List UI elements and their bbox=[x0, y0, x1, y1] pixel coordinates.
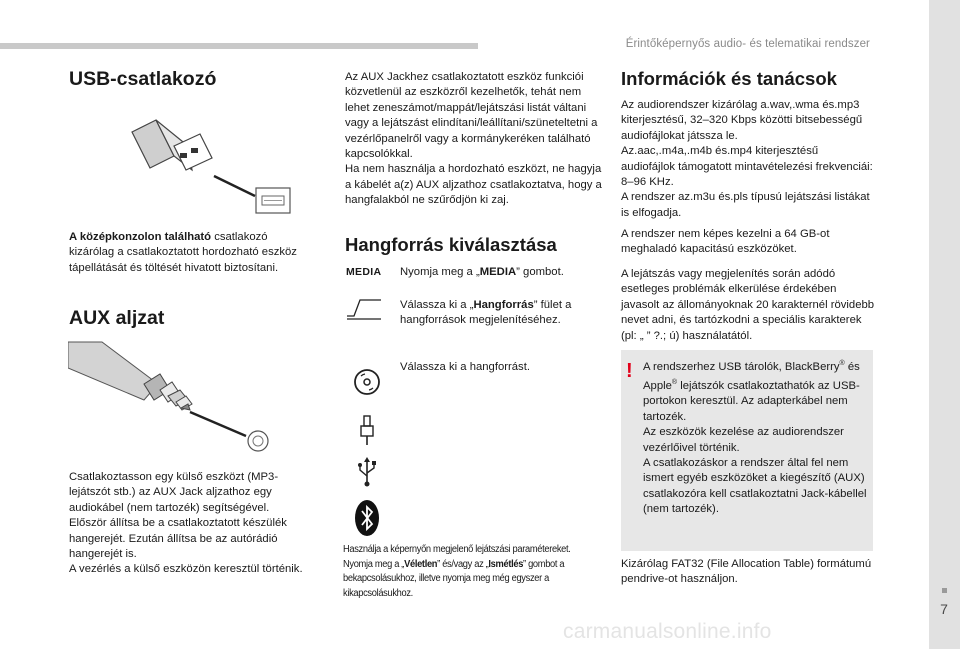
note-text: Használja a képernyőn megjelenő lejátszási paramétereket. Nyomja meg a „ bbox=[343, 544, 571, 570]
note-bold: Ismétlés bbox=[488, 558, 524, 570]
step-text: ” gombot. bbox=[516, 266, 564, 278]
info-section-title: Információk és tanácsok bbox=[621, 68, 837, 89]
warning-line: A csatlakozáskor a rendszer által fel nem ismert egyéb eszközöket a kiegészítő (AUX) csatlakozóra kell csatlakoztatni Jack-kábellel (nem tartozék). bbox=[643, 456, 867, 516]
aux-caption-line: Először állítsa be a csatlakoztatott készülék hangerejét. Ezután állítsa be az autórádió hangerejét is. bbox=[69, 517, 287, 561]
aux-intro-paragraph: Ha nem használja a hordozható eszközt, ne hagyja a kábelét a(z) AUX aljzathoz csatlakoztatva, hogy a hangfalakból ne szűrődjön ki zaj. bbox=[345, 163, 602, 207]
usb-caption bbox=[69, 230, 309, 276]
usb-icon bbox=[355, 456, 379, 488]
header-rule bbox=[0, 43, 478, 49]
step-bold: Hangforrás bbox=[473, 299, 534, 311]
usb-caption-text: csatlakozó kizárólag a csatlakoztatott hordozható eszköz tápellátását és töltését hivatott biztosítani. bbox=[69, 231, 297, 274]
source-step-select: Válassza ki a hangforrást. bbox=[400, 361, 530, 373]
aux-caption bbox=[69, 470, 309, 578]
page-side-tab bbox=[929, 0, 960, 649]
source-step-tab bbox=[400, 298, 600, 329]
warning-line: lejátszók csatlakoztathatók az USB-portokon keresztül. Az adapterkábel nem tartozék. bbox=[643, 379, 860, 423]
watermark: carmanualsonline.info bbox=[563, 620, 772, 643]
info-paragraph: A rendszer az.m3u és.pls típusú lejátszási listákat is elfogadja. bbox=[621, 191, 870, 219]
step-bold: MEDIA bbox=[479, 266, 517, 278]
playback-settings-note bbox=[343, 543, 587, 601]
warning-line: és Apple bbox=[643, 360, 860, 392]
info-fat32-text: Kizárólag FAT32 (File Allocation Table) formátumú pendrive-ot használjon. bbox=[621, 558, 872, 586]
registered-mark: ® bbox=[839, 360, 845, 367]
info-paragraph: Az audiorendszer kizárólag a.wav,.wma és.mp3 kiterjesztésű, 32–320 Kbps közötti bitsebességű audiofájlokat játssza le. bbox=[621, 99, 863, 142]
usb-section-title: USB-csatlakozó bbox=[69, 68, 217, 90]
aux-jack-illustration bbox=[68, 338, 273, 453]
registered-mark: ® bbox=[671, 379, 678, 387]
aux-section-title: AUX aljzat bbox=[69, 307, 165, 329]
aux-intro-paragraph: Az AUX Jackhez csatlakoztatott eszköz funkciói közvetlenül az eszközről kezelhetők, tehát nem lehet zeneszámot/mappát/lejátszási listát váltani vagy a lejátszást elindítani/leállítani/szüneteltetni a vezérlőpanelről vagy a kormánykeréken található kapcsolókkal. bbox=[345, 71, 598, 161]
warning-text bbox=[643, 356, 869, 518]
step-text: Nyomja meg a „ bbox=[400, 266, 480, 278]
page-marker bbox=[942, 588, 947, 593]
usb-caption-bold: A középkonzolon található bbox=[69, 231, 212, 243]
aux-caption-line: Csatlakoztasson egy külső eszközt (MP3-lejátszót stb.) az AUX Jack aljzathoz egy audiokábel (nem tartozék) segítségével. bbox=[69, 471, 279, 514]
warning-line: A rendszerhez USB tárolók, BlackBerry bbox=[643, 360, 840, 373]
source-step-media bbox=[400, 265, 600, 280]
aux-jack-icon bbox=[358, 414, 376, 446]
page-number: 7 bbox=[940, 601, 948, 617]
warning-icon: ! bbox=[626, 360, 633, 382]
info-capacity-text: A rendszer nem képes kezelni a 64 GB-ot meghaladó kapacitású eszközöket. bbox=[621, 228, 830, 256]
cd-icon bbox=[353, 368, 381, 396]
media-button-icon: MEDIA bbox=[346, 266, 382, 278]
info-paragraph: Az.aac,.m4a,.m4b és.mp4 kiterjesztésű audiofájlok támogatott mintavételezési frekvenciái: 8–96 KHz. bbox=[621, 145, 873, 189]
aux-intro-text bbox=[345, 70, 603, 209]
usb-connector-illustration bbox=[128, 110, 298, 220]
note-bold: Véletlen bbox=[404, 558, 438, 570]
bluetooth-icon bbox=[353, 498, 381, 538]
warning-line: Az eszközök kezelése az audiorendszer vezérlőivel történik. bbox=[643, 426, 844, 454]
note-text: ” és/vagy az „ bbox=[437, 558, 489, 570]
aux-caption-line: A vezérlés a külső eszközön keresztül történik. bbox=[69, 563, 303, 576]
info-naming-text: A lejátszás vagy megjelenítés során adódó esetleges problémák elkerülése érdekében javasolt az állományoknak 20 karakternél rövidebb nevet adni, és tartózkodni a speciális karakterek (pl: „ ” ?.; ú) használatától. bbox=[621, 268, 875, 342]
tabs-icon bbox=[346, 298, 382, 320]
step-text: Válassza ki a „ bbox=[400, 299, 474, 311]
note-text: ” gombot a bekapcsolásukhoz, illetve nyomja meg még egyszer a kikapcsolásukhoz. bbox=[343, 558, 565, 599]
source-section-title: Hangforrás kiválasztása bbox=[345, 234, 557, 255]
info-formats-text bbox=[621, 98, 875, 221]
header-title: Érintőképernyős audio- és telematikai rendszer bbox=[625, 38, 870, 50]
step-text: ” fület a hangforrások megjelenítéséhez. bbox=[400, 299, 572, 327]
